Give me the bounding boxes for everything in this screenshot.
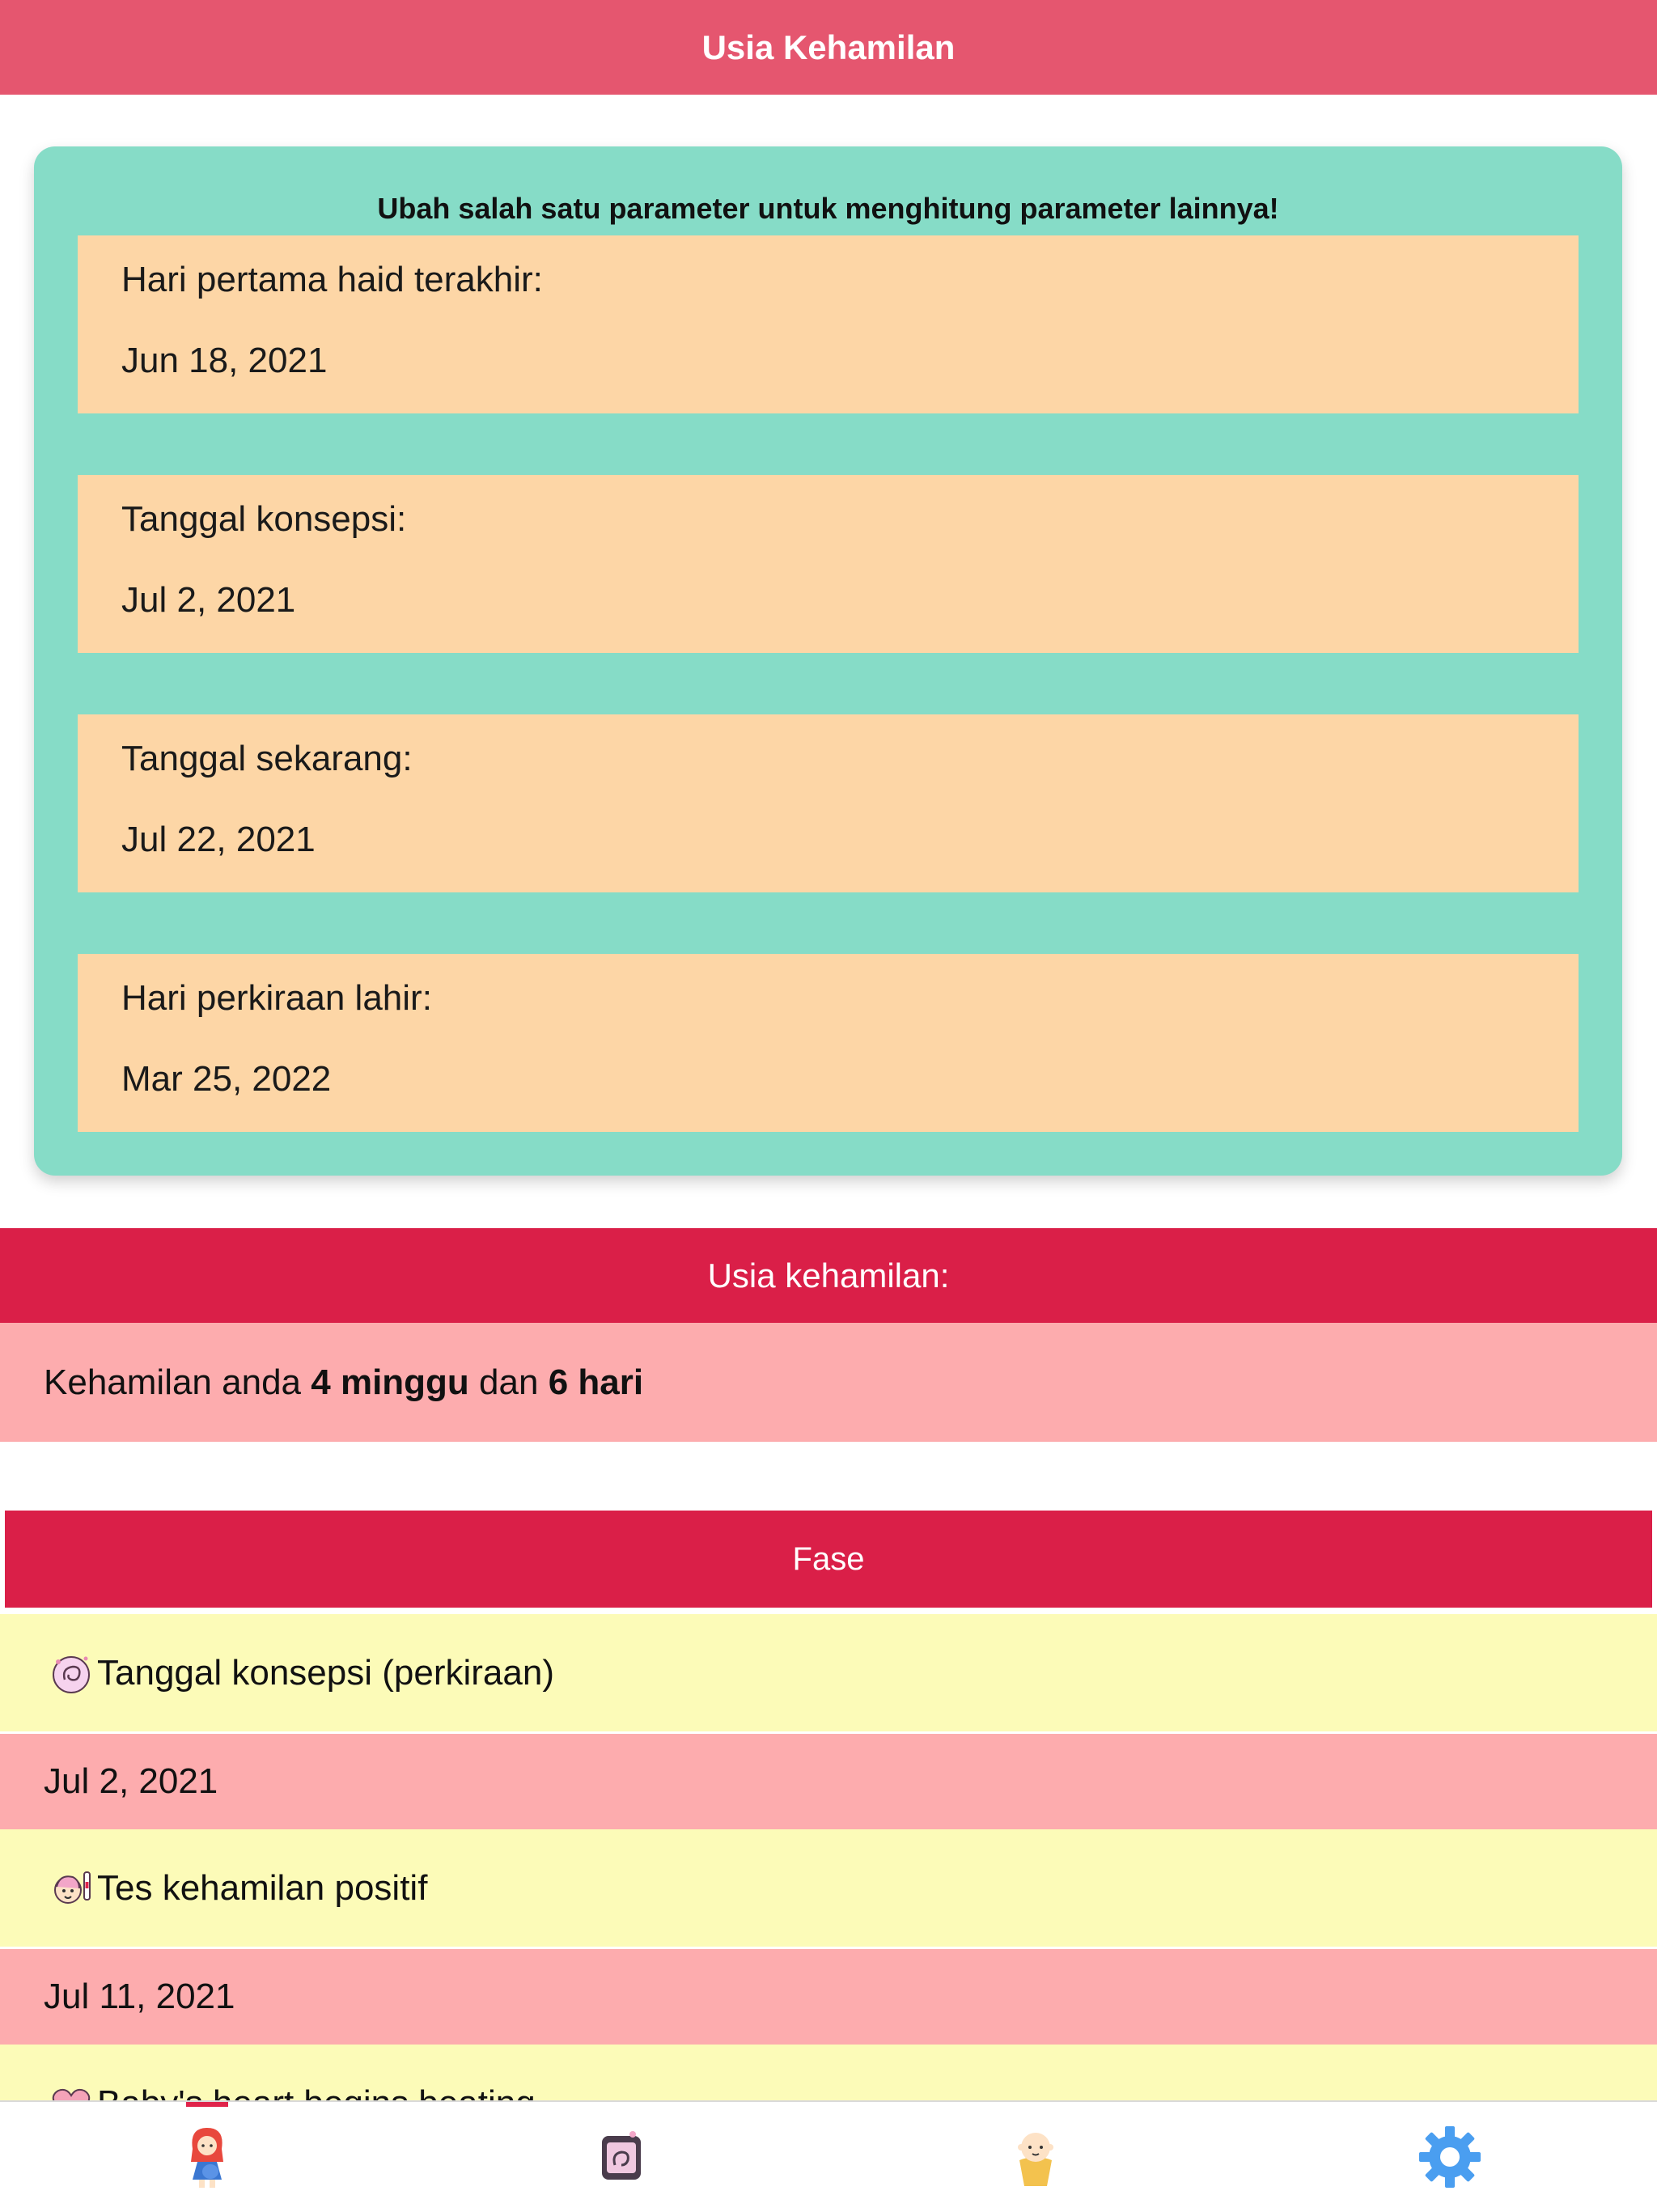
conception-date-label: Tanggal konsepsi: <box>121 499 407 539</box>
settings-gear-icon <box>1418 2125 1482 2189</box>
tab-settings[interactable] <box>1243 2102 1657 2212</box>
current-date-field[interactable] <box>78 714 1579 892</box>
due-date-field[interactable] <box>78 954 1579 1132</box>
phase-item-date: Jul 11, 2021 <box>44 1977 235 2016</box>
embryo-icon <box>49 1651 94 1696</box>
due-date-value[interactable]: Mar 25, 2022 <box>121 1059 332 1099</box>
phase-section-title: Fase <box>792 1540 865 1577</box>
phase-item-title: Tanggal konsepsi (perkiraan) <box>97 1652 554 1693</box>
conception-date-value[interactable]: Jul 2, 2021 <box>121 580 296 620</box>
pregnancy-test-icon <box>49 1866 94 1911</box>
current-date-label: Tanggal sekarang: <box>121 739 413 778</box>
age-section-title: Usia kehamilan: <box>707 1256 950 1295</box>
lmp-date-value[interactable]: Jun 18, 2021 <box>121 341 328 380</box>
phase-item-title: Tes kehamilan positif <box>97 1867 428 1908</box>
phase-item[interactable] <box>0 1614 1657 1731</box>
baby-icon <box>1010 2125 1062 2189</box>
age-result-row <box>0 1323 1657 1442</box>
phase-section-header <box>5 1511 1652 1608</box>
age-prefix: Kehamilan anda <box>44 1362 311 1402</box>
age-connector: dan <box>468 1362 549 1402</box>
nav-header <box>0 0 1657 95</box>
phase-item[interactable] <box>0 1829 1657 1947</box>
pregnant-mother-icon <box>181 2125 233 2189</box>
age-weeks: 4 minggu <box>311 1362 469 1402</box>
page-title: Usia Kehamilan <box>701 28 956 66</box>
tab-baby[interactable] <box>828 2102 1243 2212</box>
age-days: 6 hari <box>548 1362 644 1402</box>
conception-date-field[interactable] <box>78 475 1579 653</box>
phase-item-date: Jul 2, 2021 <box>44 1761 218 1801</box>
calculator-card <box>34 146 1622 1176</box>
tab-pregnancy[interactable] <box>0 2102 414 2212</box>
phase-item-date-row <box>0 1949 1657 2045</box>
age-section-header <box>0 1228 1657 1323</box>
tab-ultrasound[interactable] <box>414 2102 828 2212</box>
lmp-date-label: Hari pertama haid terakhir: <box>121 260 543 299</box>
due-date-label: Hari perkiraan lahir: <box>121 978 432 1018</box>
calculator-instruction: Ubah salah satu parameter untuk menghitung parameter lainnya! <box>377 192 1279 225</box>
age-result-text <box>0 1362 643 1403</box>
phase-item-date-row <box>0 1734 1657 1829</box>
current-date-value[interactable]: Jul 22, 2021 <box>121 820 316 859</box>
ultrasound-icon <box>595 2128 647 2186</box>
lmp-date-field[interactable] <box>78 235 1579 413</box>
bottom-tab-bar <box>0 2100 1657 2212</box>
active-tab-indicator <box>186 2102 228 2107</box>
